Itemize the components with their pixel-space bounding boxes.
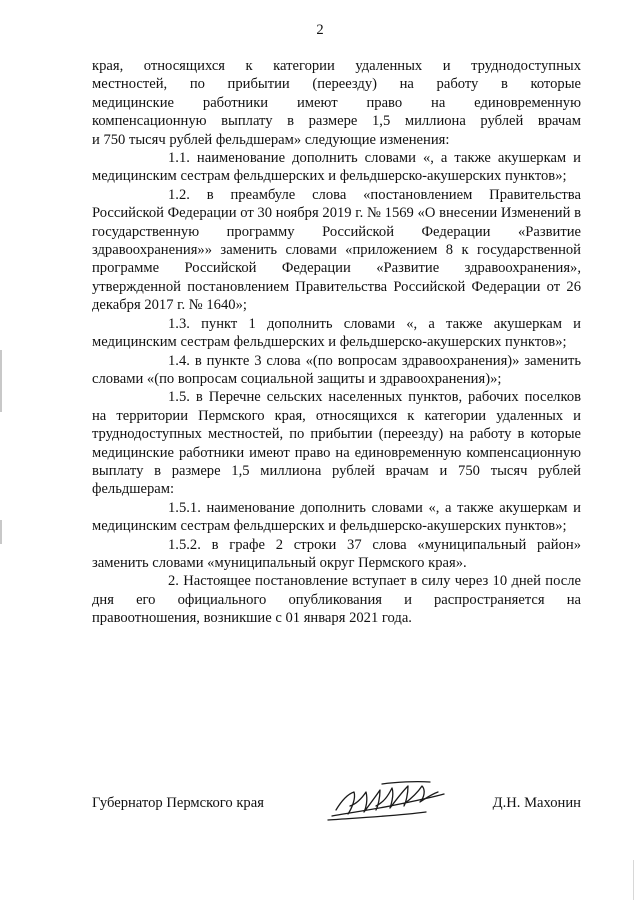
- signature-block: [92, 794, 581, 834]
- list-item: [92, 149, 581, 186]
- list-item: [92, 388, 581, 498]
- item-text: наименование дополнить словами «, а также акушеркам и медицинским сестрам фельдшерских и фельдшерско-акушерских пунктов»;: [92, 150, 581, 185]
- item-number: 1.3.: [168, 315, 190, 332]
- item-text: в графе 2 строки 37 слова «муниципальный район» заменить словами «муниципальный округ Пермского края».: [92, 536, 581, 571]
- list-item: [92, 315, 581, 352]
- handwritten-signature: [326, 776, 456, 830]
- scan-edge-mark: [0, 350, 2, 412]
- scan-edge-mark: [633, 860, 634, 900]
- intro-line: края, относящихся к категории удаленных и труднодоступных: [92, 58, 581, 74]
- item-text: в Перечне сельских населенных пунктов, рабочих поселков на территории Пермского края, относящихся к категории удаленных и труднодоступных местностей, по прибытии (переезду) на работу в которые медицинские работники имеют право на единовременную компенсационную выплату в размере 1,5 миллиона рублей врачам и 750 тысяч рублей фельдшерам:: [92, 389, 582, 498]
- signatory-position: Губернатор Пермского края: [92, 795, 264, 811]
- intro-line: медицинские работники имеют право на единовременную: [92, 94, 581, 111]
- item-text: пункт 1 дополнить словами «, а также акушеркам и медицинским сестрам фельдшерских и фельдшерско-акушерских пунктов»;: [92, 315, 581, 351]
- list-item: [92, 572, 581, 627]
- page-number: 2: [316, 22, 324, 38]
- item-text: Настоящее постановление вступает в силу через 10 дней после дня его официального опубликования и распространяется на правоотношения, возникшие с 01 января 2021 года.: [92, 573, 581, 627]
- item-number: 2.: [168, 573, 179, 590]
- list-item: [92, 352, 581, 389]
- list-item: [92, 536, 581, 573]
- item-number: 1.5.: [168, 389, 190, 406]
- item-number: 1.5.1.: [168, 499, 201, 516]
- intro-line: местностей, по прибытии (переезду) на работу в которые: [92, 76, 581, 93]
- item-text: в пункте 3 слова «(по вопросам здравоохранения)» заменить словами «(по вопросам социальной защиты и здравоохранения)»;: [92, 352, 581, 387]
- item-text: в преамбуле слова «постановлением Правительства Российской Федерации от 30 ноября 2019 г. № 1569 «О внесении Изменений в государственную программу Российской Федерации «Развитие здравоохранения»» заменить словами «приложением 8 к государственной программе Российской Федерации «Развитие здравоохранения», утвержденной постановлением Правительства Российской Федерации от 26 декабря 2017 г. № 1640»;: [92, 186, 581, 314]
- list-item: [92, 499, 581, 536]
- item-number: 1.1.: [168, 150, 190, 167]
- intro-line: и 750 тысяч рублей фельдшерам» следующие изменения:: [92, 131, 450, 148]
- intro-line: компенсационную выплату в размере 1,5 миллиона рублей врачам: [92, 113, 581, 130]
- item-number: 1.5.2.: [168, 536, 201, 553]
- item-number: 1.2.: [168, 186, 190, 203]
- signatory-name: Д.Н. Махонин: [492, 795, 581, 811]
- list-item: [92, 186, 581, 315]
- document-body: [92, 57, 581, 628]
- scan-edge-mark: [0, 520, 2, 544]
- item-text: наименование дополнить словами «, а также акушеркам и медицинским сестрам фельдшерских и фельдшерско-акушерских пунктов»;: [92, 499, 581, 535]
- item-number: 1.4.: [168, 352, 190, 369]
- intro-paragraph: [92, 57, 581, 149]
